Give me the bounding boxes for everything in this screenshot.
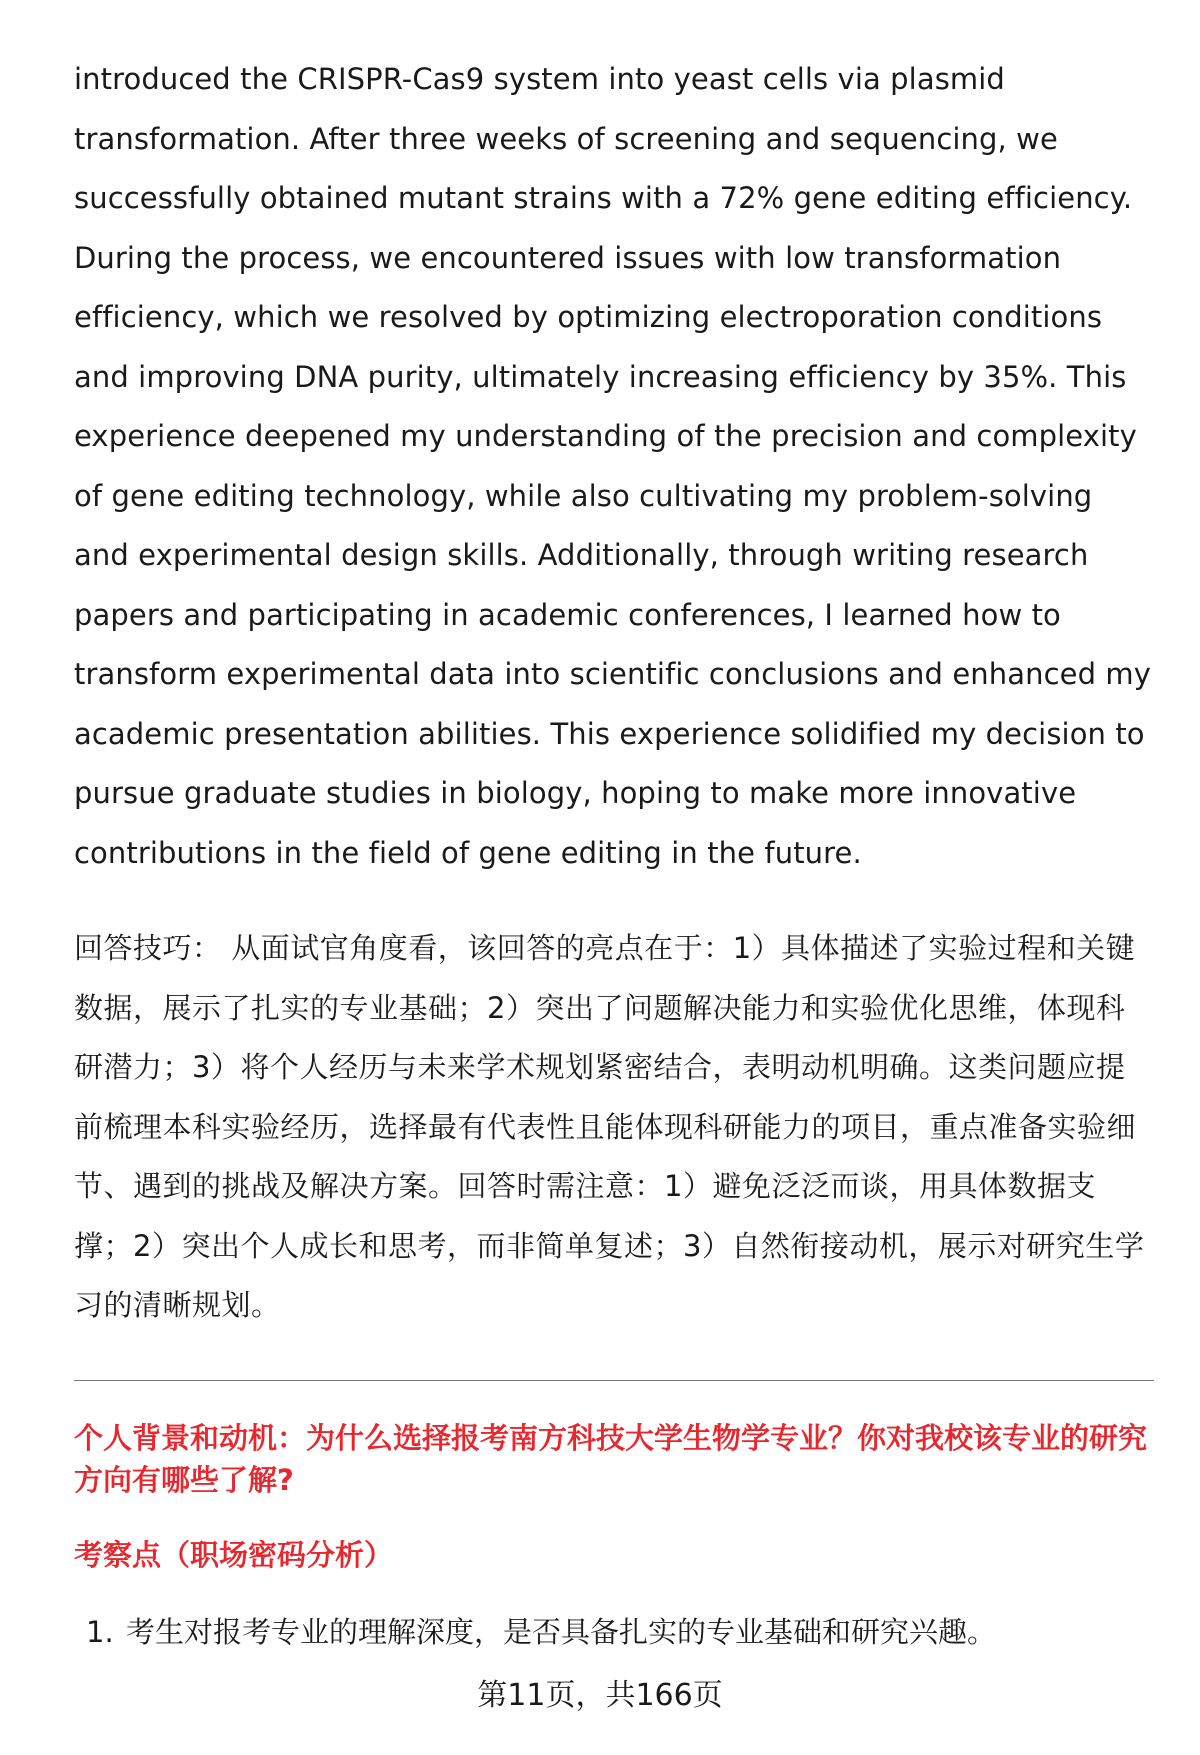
list-item [74, 1611, 1154, 1653]
document-page [74, 50, 1154, 1653]
page-number-footer: 第11页，共166页 [477, 1678, 723, 1713]
list-item-number: 1. [86, 1614, 114, 1649]
assessment-list [74, 1611, 1154, 1653]
section-label: 考察点（职场密码分析） [74, 1537, 394, 1572]
question-title: 个人背景和动机：为什么选择报考南方科技大学生物学专业？你对我校该专业的研究方向有哪些了解? [74, 1420, 1148, 1497]
english-paragraph: introduced the CRISPR-Cas9 system into yeast cells via plasmid transformation. After three weeks of screening and sequencing, we successfully obtained mutant strains with a 72% gene editing efficiency. During the process, we encountered issues with low transformation efficiency, which we resolved by optimizing electroporation conditions and improving DNA purity, ultimately increasing efficiency by 35%. This experience deepened my understanding of the precision and complexity of gene editing technology, while also cultivating my problem-solving and experimental design skills. Additionally, through writing research papers and participating in academic conferences, I learned how to transform experimental data into scientific conclusions and enhanced my academic presentation abilities. This experience solidified my decision to pursue graduate studies in biology, hoping to make more innovative contributions in the field of gene editing in the future. [74, 62, 1152, 870]
list-item-text: 考生对报考专业的理解深度，是否具备扎实的专业基础和研究兴趣。 [126, 1614, 997, 1649]
answer-tips-paragraph: 回答技巧： 从面试官角度看，该回答的亮点在于：1）具体描述了实验过程和关键数据，展示了扎实的专业基础；2）突出了问题解决能力和实验优化思维，体现科研潜力；3）将个人经历与未来学术规划紧密结合，表明动机明确。这类问题应提前梳理本科实验经历，选择最有代表性且能体现科研能力的项目，重点准备实验细节、遇到的挑战及解决方案。回答时需注意：1）避免泛泛而谈，用具体数据支撑；2）突出个人成长和思考，而非简单复述；3）自然衔接动机，展示对研究生学习的清晰规划。 [74, 931, 1145, 1322]
section-divider [74, 1380, 1154, 1381]
